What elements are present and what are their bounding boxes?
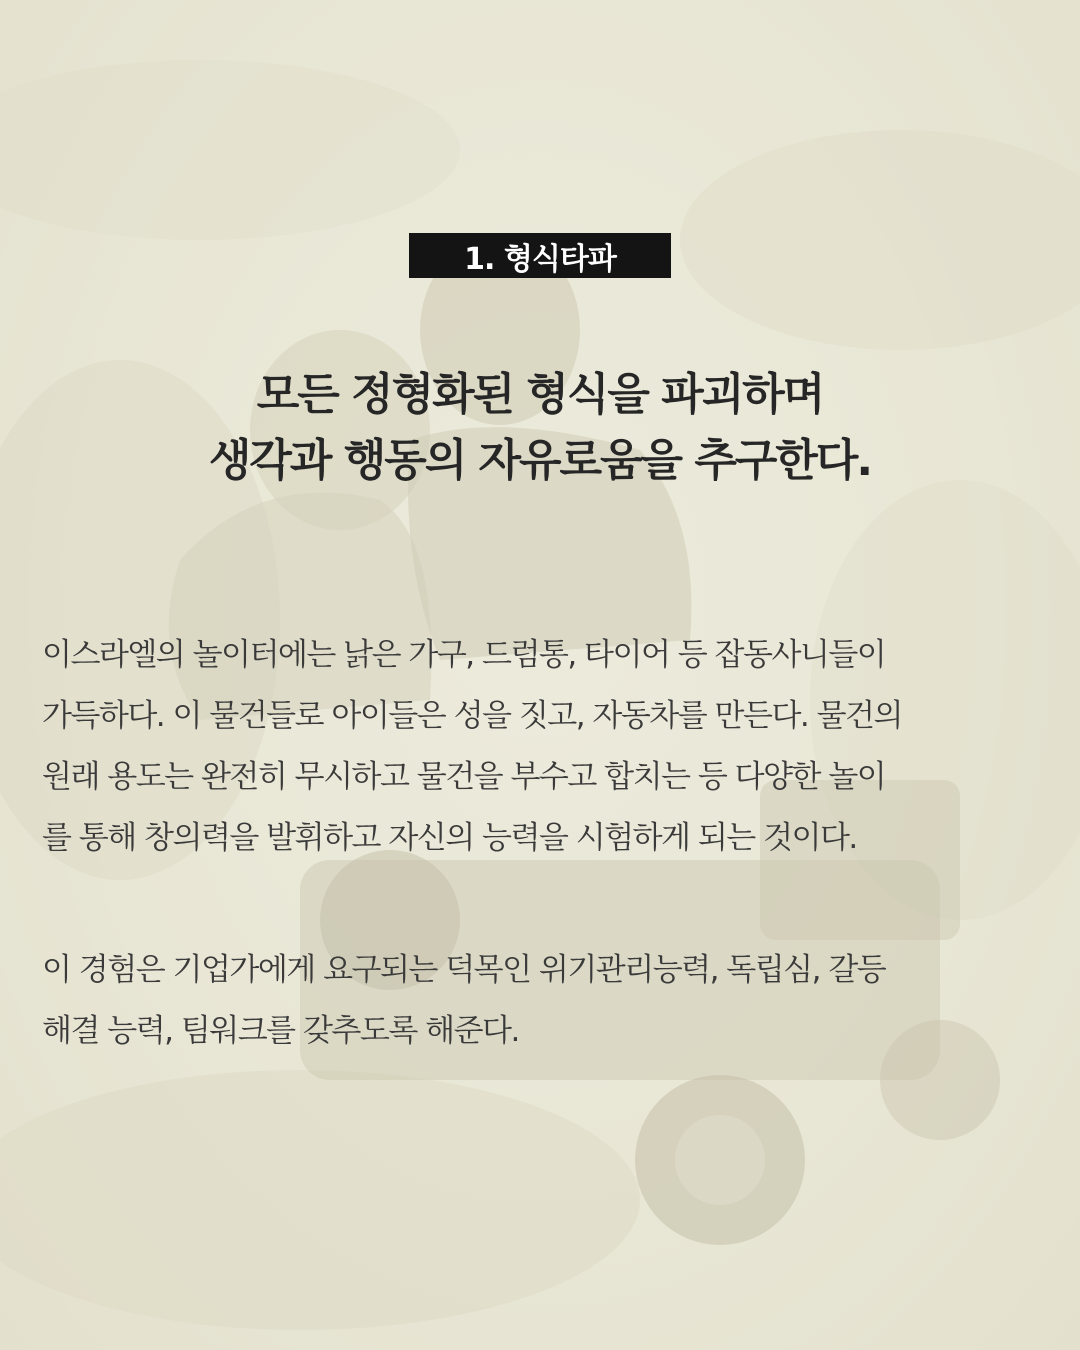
- paragraph-line: 원래 용도는 완전히 무시하고 물건을 부수고 합치는 등 다양한 놀이: [42, 759, 886, 795]
- paragraph-line: 가득하다. 이 물건들로 아이들은 성을 짓고, 자동차를 만든다. 물건의: [42, 698, 902, 734]
- headline-line: 모든 정형화된 형식을 파괴하며: [256, 369, 824, 420]
- paragraph-line: 를 통해 창의력을 발휘하고 자신의 능력을 시험하게 되는 것이다.: [42, 820, 857, 856]
- paragraph-line: 이스라엘의 놀이터에는 낡은 가구, 드럼통, 타이어 등 잡동사니들이: [42, 637, 886, 673]
- headline: [60, 362, 1020, 494]
- paragraph-line: 해결 능력, 팀워크를 갖추도록 해준다.: [42, 1013, 519, 1049]
- section-label: 1. 형식타파: [409, 233, 671, 278]
- body-paragraph-2: [42, 940, 1042, 1062]
- paragraph-line: 이 경험은 기업가에게 요구되는 덕목인 위기관리능력, 독립심, 갈등: [42, 952, 886, 988]
- headline-line: 생각과 행동의 자유로움을 추구한다.: [208, 435, 872, 486]
- body-paragraph-1: [42, 625, 1042, 869]
